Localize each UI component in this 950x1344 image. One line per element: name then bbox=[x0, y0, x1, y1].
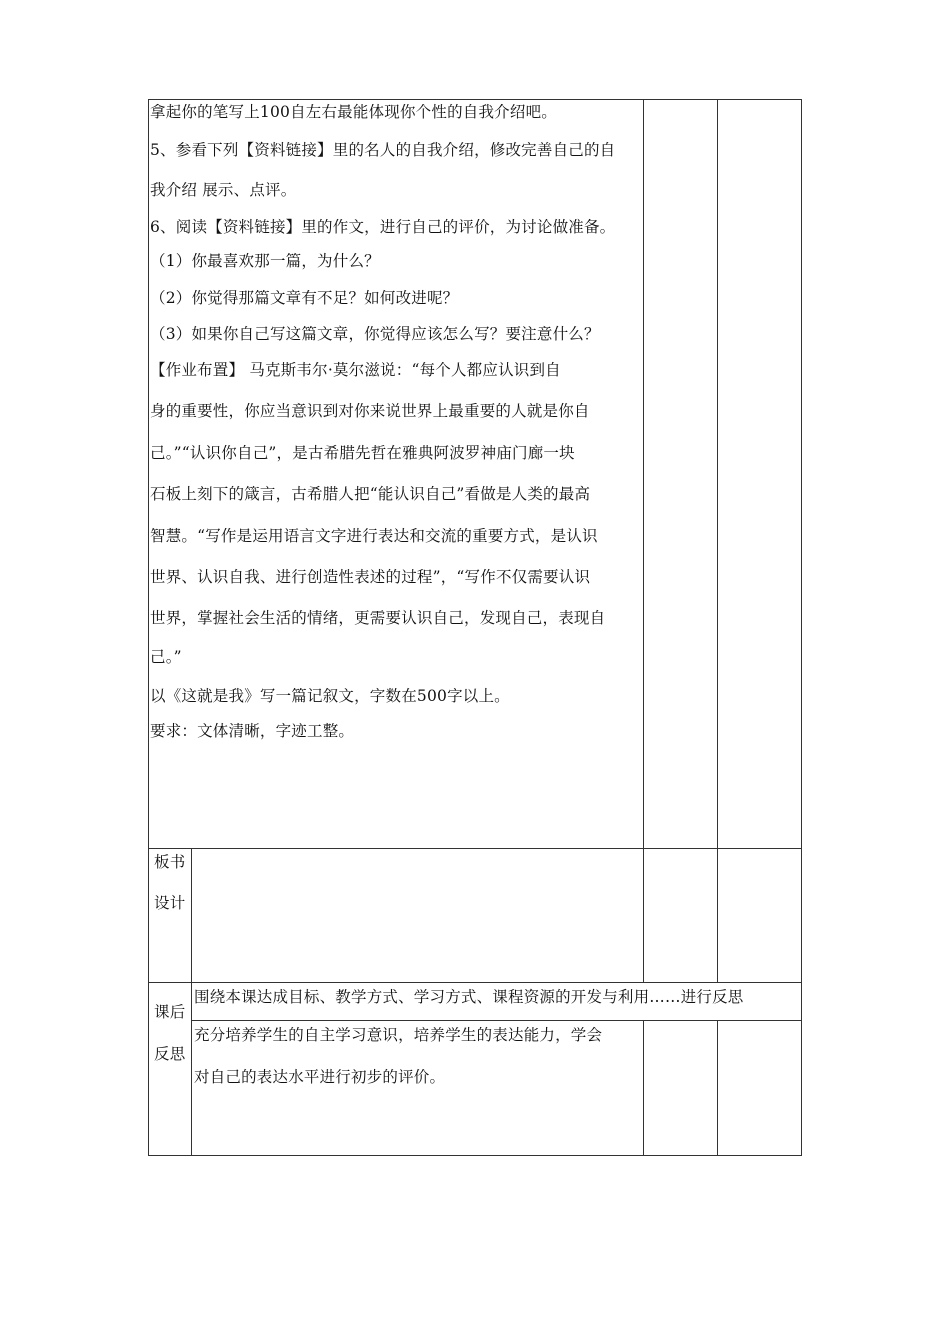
table-column-divider-1b bbox=[643, 1020, 644, 1156]
main-text-line: 6、阅读【资料链接】里的作文，进行自己的评价，为讨论做准备。 bbox=[150, 218, 616, 236]
reflection-label: 反思 bbox=[154, 1045, 186, 1063]
table-divider-reflection bbox=[148, 982, 802, 983]
reflection-text-line: 充分培养学生的自主学习意识，培养学生的表达能力，学会 bbox=[194, 1026, 603, 1044]
table-column-divider-1a bbox=[643, 99, 644, 983]
reflection-label: 课后 bbox=[154, 1003, 186, 1021]
main-text-line: 拿起你的笔写上100自左右最能体现你个性的自我介绍吧。 bbox=[150, 103, 557, 121]
main-text-line: 世界，掌握社会生活的情绪，更需要认识自己，发现自己，表现自 bbox=[150, 609, 606, 627]
table-border-right bbox=[801, 99, 802, 1156]
table-label-column-divider bbox=[191, 848, 192, 1156]
main-text-line: 身的重要性，你应当意识到对你来说世界上最重要的人就是你自 bbox=[150, 402, 590, 420]
main-text-line: 智慧。“写作是运用语言文字进行表达和交流的重要方式，是认识 bbox=[150, 527, 598, 545]
table-border-top bbox=[148, 99, 802, 100]
main-text-line: 我介绍 展示、点评。 bbox=[150, 181, 297, 199]
main-text-line: 己。” bbox=[150, 648, 182, 666]
main-text-line: 要求：文体清晰，字迹工整。 bbox=[150, 722, 355, 740]
table-border-bottom bbox=[148, 1155, 802, 1156]
main-text-line: 石板上刻下的箴言，古希腊人把“能认识自己”看做是人类的最高 bbox=[150, 485, 591, 503]
board-design-label: 设计 bbox=[154, 894, 186, 912]
main-text-line: 【作业布置】 马克斯韦尔·莫尔滋说：“每个人都应认识到自 bbox=[150, 361, 561, 379]
main-text-line: （1）你最喜欢那一篇，为什么？ bbox=[150, 252, 380, 270]
table-column-divider-2b bbox=[717, 1020, 718, 1156]
main-text-line: （2）你觉得那篇文章有不足？如何改进呢？ bbox=[150, 289, 459, 307]
reflection-prompt: 围绕本课达成目标、教学方式、学习方式、课程资源的开发与利用……进行反思 bbox=[194, 988, 744, 1006]
main-text-line: 己。”“认识你自己”，是古希腊先哲在雅典阿波罗神庙门廊一块 bbox=[150, 444, 575, 462]
main-text-line: 以《这就是我》写一篇记叙文，字数在500字以上。 bbox=[150, 687, 510, 705]
reflection-text-line: 对自己的表达水平进行初步的评价。 bbox=[194, 1068, 446, 1086]
table-column-divider-2a bbox=[717, 99, 718, 983]
table-divider-reflection-inner bbox=[191, 1020, 802, 1021]
board-design-label: 板书 bbox=[154, 853, 186, 871]
table-border-left bbox=[148, 99, 149, 1156]
main-text-line: 5、参看下列【资料链接】里的名人的自我介绍，修改完善自己的自 bbox=[150, 141, 616, 159]
table-divider-board bbox=[148, 848, 802, 849]
main-text-line: （3）如果你自己写这篇文章，你觉得应该怎么写？要注意什么？ bbox=[150, 325, 600, 343]
main-text-line: 世界、认识自我、进行创造性表述的过程”，“写作不仅需要认识 bbox=[150, 568, 591, 586]
